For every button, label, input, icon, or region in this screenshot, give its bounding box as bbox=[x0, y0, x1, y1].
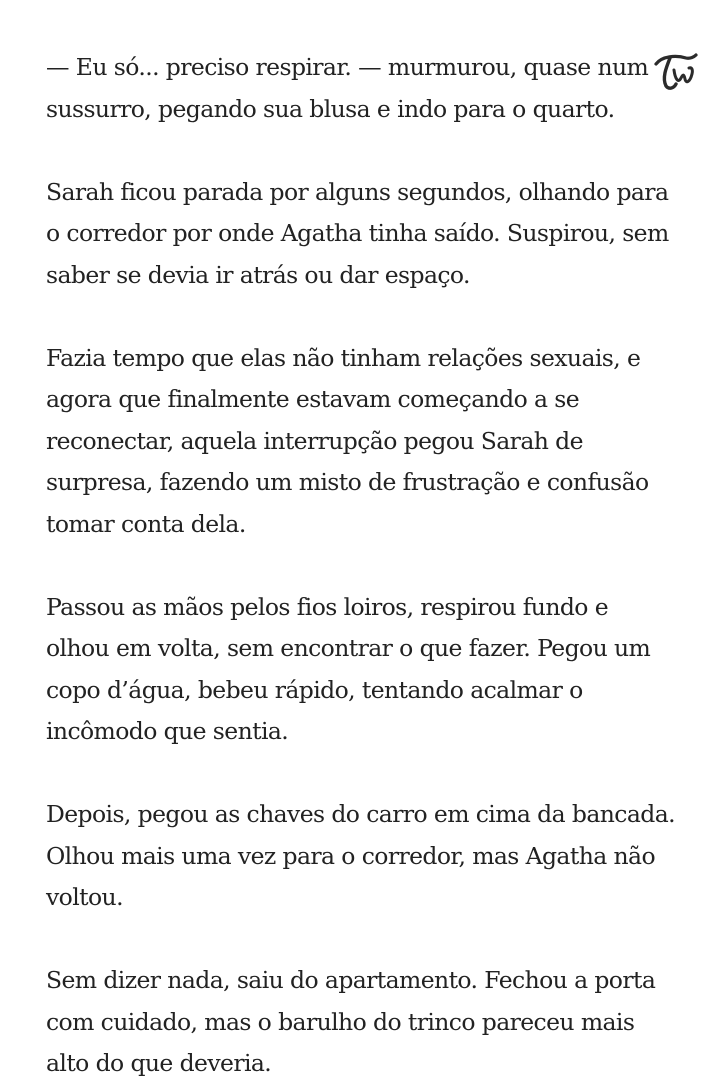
paragraph: — Eu só... preciso respirar. — murmurou, quase num sussurro, pegando sua blusa e indo para o quarto. bbox=[46, 53, 649, 123]
paragraph: Sarah ficou parada por alguns segundos, olhando para o corredor por onde Agatha tinha saído. Suspirou, sem saber se devia ir atrás ou dar espaço. bbox=[46, 177, 669, 289]
paragraph: Sem dizer nada, saiu do apartamento. Fechou a porta com cuidado, mas o barulho do trinco pareceu mais alto do que deveria. bbox=[46, 966, 656, 1077]
paragraph: Fazia tempo que elas não tinham relações sexuais, e agora que finalmente estavam começando a se reconectar, aquela interrupção pegou Sarah de surpresa, fazendo um misto de frustração e confusão tomar conta dela. bbox=[46, 343, 649, 538]
paragraph: Passou as mãos pelos fios loiros, respirou fundo e olhou em volta, sem encontrar o que fazer. Pegou um copo d’água, bebeu rápido, tentando acalmar o incômodo que sentia. bbox=[46, 592, 651, 745]
paragraph: Depois, pegou as chaves do carro em cima da bancada. Olhou mais uma vez para o corredor, mas Agatha não voltou. bbox=[46, 800, 675, 911]
story-text bbox=[46, 47, 676, 1085]
